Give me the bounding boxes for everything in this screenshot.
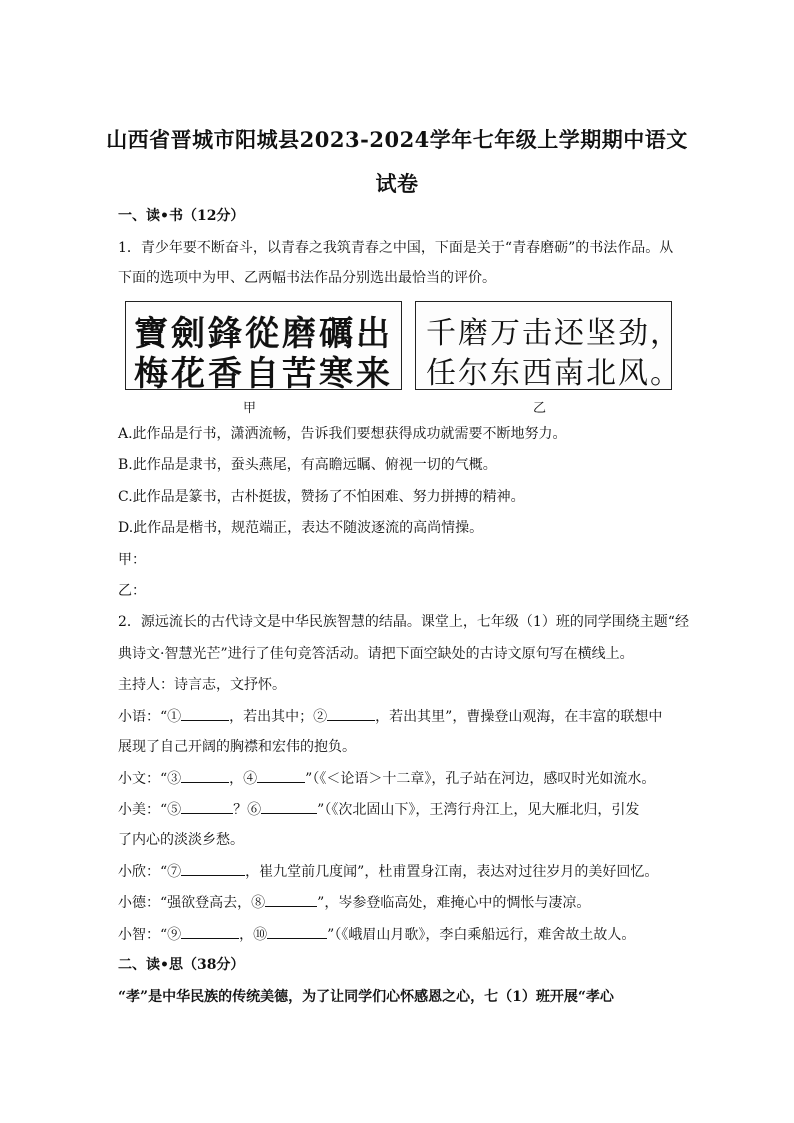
xiaozhi-text-b: ，⑩: [239, 927, 268, 943]
option-b: B.此作品是隶书，蚕头燕尾，有高瞻远瞩、俯视一切的气概。: [118, 457, 497, 473]
host-line: 主持人：诗言志，文抒怀。: [118, 677, 286, 693]
q2-text-line1: 2．源远流长的古代诗文是中华民族智慧的结晶。课堂上，七年级（1）班的同学围绕主题“经: [118, 614, 689, 630]
blank-7[interactable]: [181, 861, 245, 876]
calligraphy-b-row2: 任尔东西南北风。: [426, 356, 682, 391]
xiaomei-text-a: 小美：“⑤: [118, 802, 182, 818]
blank-2[interactable]: [327, 706, 375, 721]
blank-4[interactable]: [257, 768, 305, 783]
section1-heading: 一、读•书（12分）: [118, 208, 245, 224]
xiaowen-text-a: 小文：“③: [118, 771, 182, 787]
xiaoyu-line2: 展现了自己开阔的胸襟和宏伟的抱负。: [118, 739, 356, 755]
caption-jia: 甲: [243, 401, 257, 416]
xiaoyu-text-b: ，若出其中；②: [229, 709, 328, 725]
answer-label-jia: 甲：: [118, 552, 146, 568]
xiaode-line: [118, 892, 678, 913]
xiaoxin-text-a: 小欣：“⑦: [118, 864, 182, 880]
answer-label-yi: 乙：: [118, 583, 146, 599]
xiaoxin-text-b: ，崔九堂前几度闻”，杜甫置身江南，表达对过往岁月的美好回忆。: [245, 864, 659, 880]
exam-title-line1: 山西省晋城市阳城县2023-2024学年七年级上学期期中语文: [106, 127, 688, 152]
xiaoxin-line: [118, 861, 678, 882]
exam-title-line2: 试卷: [375, 171, 419, 196]
caption-yi: 乙: [533, 401, 547, 416]
xiaoyu-text-c: ，若出其里”，曹操登山观海，在丰富的联想中: [375, 709, 663, 725]
xiaomei-text-b: ？⑥: [233, 802, 262, 818]
calligraphy-artwork-a: [125, 301, 402, 394]
xiaowen-text-b: ，④: [229, 771, 258, 787]
option-d: D.此作品是楷书，规范端正，表达不随波逐流的高尚情操。: [118, 520, 484, 536]
xiaozhi-text-a: 小智：“⑨: [118, 927, 182, 943]
option-c: C.此作品是篆书，古朴挺拔，赞扬了不怕困难、努力拼搏的精神。: [118, 489, 525, 505]
blank-10[interactable]: [267, 924, 327, 939]
xiaomei-text-c: ”（《次北固山下》，王湾行舟江上，见大雁北归，引发: [317, 802, 640, 818]
blank-9[interactable]: [181, 924, 239, 939]
calligraphy-artwork-b: [415, 301, 682, 391]
section2-heading: 二、读•思（38分）: [118, 957, 245, 973]
xiaoyu-text-a: 小语：“①: [118, 709, 182, 725]
xiaomei-line2: 了内心的淡淡乡愁。: [118, 832, 244, 848]
calligraphy-a-row2: 梅花香自苦寒来: [134, 354, 393, 394]
xiaozhi-text-c: ”（《峨眉山月歌》，李白乘船远行，难舍故土故人。: [327, 927, 636, 943]
blank-6[interactable]: [261, 799, 317, 814]
q2-text-line2: 典诗文·智慧光芒”进行了佳句竞答活动。请把下面空缺处的古诗文原句写在横线上。: [118, 646, 634, 662]
option-a: A.此作品是行书，潇洒流畅，告诉我们要想获得成功就需要不断地努力。: [118, 426, 567, 442]
blank-1[interactable]: [181, 706, 229, 721]
q1-text-line2: 下面的选项中为甲、乙两幅书法作品分别选出最恰当的评价。: [118, 270, 496, 286]
xiaode-text-b: ”，岑参登临高处，难掩心中的惆怅与凄凉。: [317, 895, 591, 911]
calligraphy-b-row1: 千磨万击还坚劲，: [426, 316, 682, 351]
blank-8[interactable]: [265, 892, 317, 907]
xiaozhi-line: [118, 924, 678, 945]
calligraphy-a-row1: 寶劍鋒從磨礪出: [134, 314, 393, 354]
xiaomei-line: [118, 799, 678, 820]
q1-text-line1: 1．青少年要不断奋斗，以青春之我筑青春之中国，下面是关于“青春磨砺”的书法作品。从: [118, 240, 674, 256]
xiaoyu-line: [118, 706, 678, 727]
xiaowen-line: [118, 768, 678, 789]
xiaode-text-a: 小德：“强欲登高去，⑧: [118, 895, 266, 911]
xiaowen-text-c: ”（《＜论语＞十二章》，孔子站在河边，感叹时光如流水。: [305, 771, 656, 787]
blank-5[interactable]: [181, 799, 233, 814]
blank-3[interactable]: [181, 768, 229, 783]
section2-intro: “孝”是中华民族的传统美德，为了让同学们心怀感恩之心，七（1）班开展“孝心: [118, 989, 614, 1005]
